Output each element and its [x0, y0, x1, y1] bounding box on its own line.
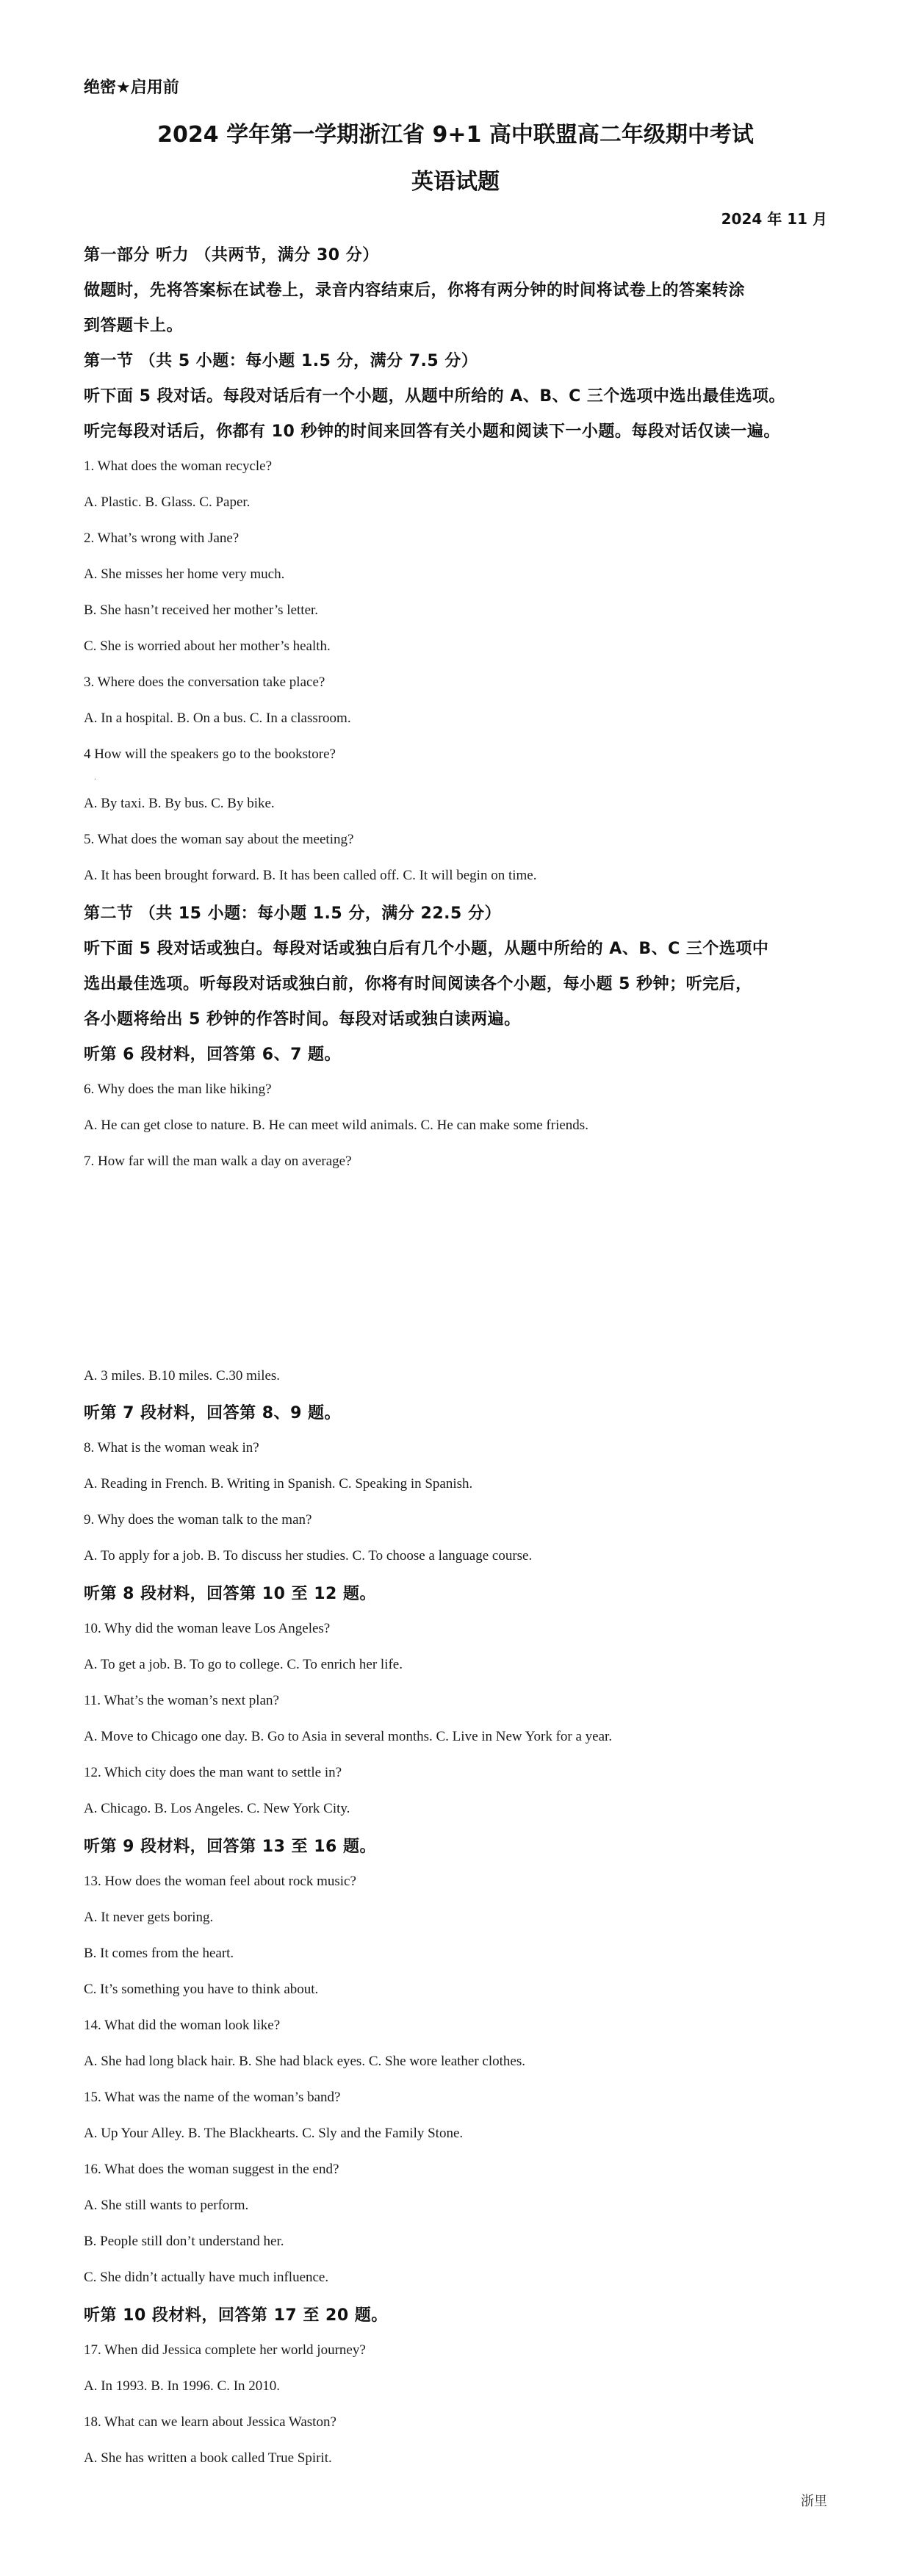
group10-heading: 听第 10 段材料，回答第 17 至 20 题。 [84, 2306, 388, 2325]
question-8: 8. What is the woman weak in? [84, 1440, 259, 1456]
option-16a: A. She still wants to perform. [84, 2198, 249, 2213]
exam-date: 2024 年 11 月 [721, 210, 827, 228]
exam-subtitle: 英语试题 [411, 169, 500, 195]
options-6: A. He can get close to nature. B. He can meet wild animals. C. He can make some friends. [84, 1118, 588, 1133]
options-17: A. In 1993. B. In 1996. C. In 2010. [84, 2378, 281, 2394]
options-4: A. By taxi. B. By bus. C. By bike. [84, 796, 275, 811]
options-5: A. It has been brought forward. B. It has been called off. C. It will begin on time. [84, 868, 537, 883]
section1-instruction-line: 听完每段对话后，你都有 10 秒钟的时间来回答有关小题和阅读下一小题。每段对话仅读一遍。 [84, 422, 780, 441]
section1-heading: 第一节 （共 5 小题：每小题 1.5 分，满分 7.5 分） [84, 352, 478, 370]
question-6: 6. Why does the man like hiking? [84, 1082, 272, 1097]
question-17: 17. When did Jessica complete her world journey? [84, 2342, 366, 2358]
option-2c: C. She is worried about her mother’s health. [84, 638, 331, 654]
section2-heading: 第二节 （共 15 小题：每小题 1.5 分，满分 22.5 分） [84, 904, 501, 923]
stray-mark: · [94, 776, 97, 784]
section2-instruction-line: 各小题将给出 5 秒钟的作答时间。每段对话或独白读两遍。 [84, 1010, 521, 1029]
question-5: 5. What does the woman say about the meeting? [84, 832, 354, 847]
question-18: 18. What can we learn about Jessica Waston? [84, 2414, 336, 2430]
question-13: 13. How does the woman feel about rock music? [84, 1874, 356, 1889]
part1-heading: 第一部分 听力 （共两节，满分 30 分） [84, 246, 379, 265]
option-16c: C. She didn’t actually have much influence. [84, 2270, 329, 2285]
options-1: A. Plastic. B. Glass. C. Paper. [84, 494, 251, 510]
part1-instruction-line: 做题时，先将答案标在试卷上，录音内容结束后，你将有两分钟的时间将试卷上的答案转涂 [84, 281, 746, 300]
question-15: 15. What was the name of the woman’s band? [84, 2090, 341, 2105]
option-16b: B. People still don’t understand her. [84, 2234, 284, 2249]
question-10: 10. Why did the woman leave Los Angeles? [84, 1621, 331, 1636]
option-13b: B. It comes from the heart. [84, 1946, 234, 1961]
option-13a: A. It never gets boring. [84, 1910, 214, 1925]
options-7: A. 3 miles. B.10 miles. C.30 miles. [84, 1368, 281, 1384]
options-12: A. Chicago. B. Los Angeles. C. New York City. [84, 1801, 350, 1816]
options-3: A. In a hospital. B. On a bus. C. In a classroom. [84, 710, 351, 726]
option-2b: B. She hasn’t received her mother’s letter. [84, 602, 319, 618]
options-8: A. Reading in French. B. Writing in Spanish. C. Speaking in Spanish. [84, 1476, 473, 1492]
section2-instruction-line: 选出最佳选项。听每段对话或独白前，你将有时间阅读各个小题，每小题 5 秒钟；听完后， [84, 975, 752, 993]
question-2: 2. What’s wrong with Jane? [84, 530, 240, 546]
question-1: 1. What does the woman recycle? [84, 458, 273, 474]
group7-heading: 听第 7 段材料，回答第 8、9 题。 [84, 1404, 342, 1422]
question-14: 14. What did the woman look like? [84, 2018, 281, 2033]
group6-heading: 听第 6 段材料，回答第 6、7 题。 [84, 1046, 342, 1064]
options-11: A. Move to Chicago one day. B. Go to Asia in several months. C. Live in New York for a year. [84, 1729, 613, 1744]
options-15: A. Up Your Alley. B. The Blackhearts. C. Sly and the Family Stone. [84, 2126, 464, 2141]
options-10: A. To get a job. B. To go to college. C. To enrich her life. [84, 1657, 403, 1672]
question-16: 16. What does the woman suggest in the end? [84, 2162, 339, 2177]
option-13c: C. It’s something you have to think about. [84, 1982, 319, 1997]
section1-instruction-line: 听下面 5 段对话。每段对话后有一个小题，从题中所给的 A、B、C 三个选项中选出最佳选项。 [84, 387, 785, 406]
question-3: 3. Where does the conversation take place? [84, 674, 325, 690]
group8-heading: 听第 8 段材料，回答第 10 至 12 题。 [84, 1585, 376, 1603]
confidential-label: 绝密★启用前 [84, 79, 179, 97]
options-9: A. To apply for a job. B. To discuss her studies. C. To choose a language course. [84, 1548, 533, 1564]
question-12: 12. Which city does the man want to settle in? [84, 1765, 342, 1780]
option-18a: A. She has written a book called True Spirit. [84, 2450, 332, 2466]
question-9: 9. Why does the woman talk to the man? [84, 1512, 312, 1528]
question-7: 7. How far will the man walk a day on average? [84, 1154, 352, 1169]
section2-instruction-line: 听下面 5 段对话或独白。每段对话或独白后有几个小题，从题中所给的 A、B、C 三个选项中 [84, 940, 769, 958]
part1-instruction-line: 到答题卡上。 [84, 317, 184, 335]
options-14: A. She had long black hair. B. She had black eyes. C. She wore leather clothes. [84, 2054, 525, 2069]
exam-title: 2024 学年第一学期浙江省 9+1 高中联盟高二年级期中考试 [157, 122, 754, 148]
group9-heading: 听第 9 段材料，回答第 13 至 16 题。 [84, 1838, 376, 1856]
footer-mark: 浙里 [801, 2494, 827, 2509]
question-11: 11. What’s the woman’s next plan? [84, 1693, 279, 1708]
option-2a: A. She misses her home very much. [84, 566, 285, 582]
question-4: 4 How will the speakers go to the bookstore? [84, 746, 336, 762]
